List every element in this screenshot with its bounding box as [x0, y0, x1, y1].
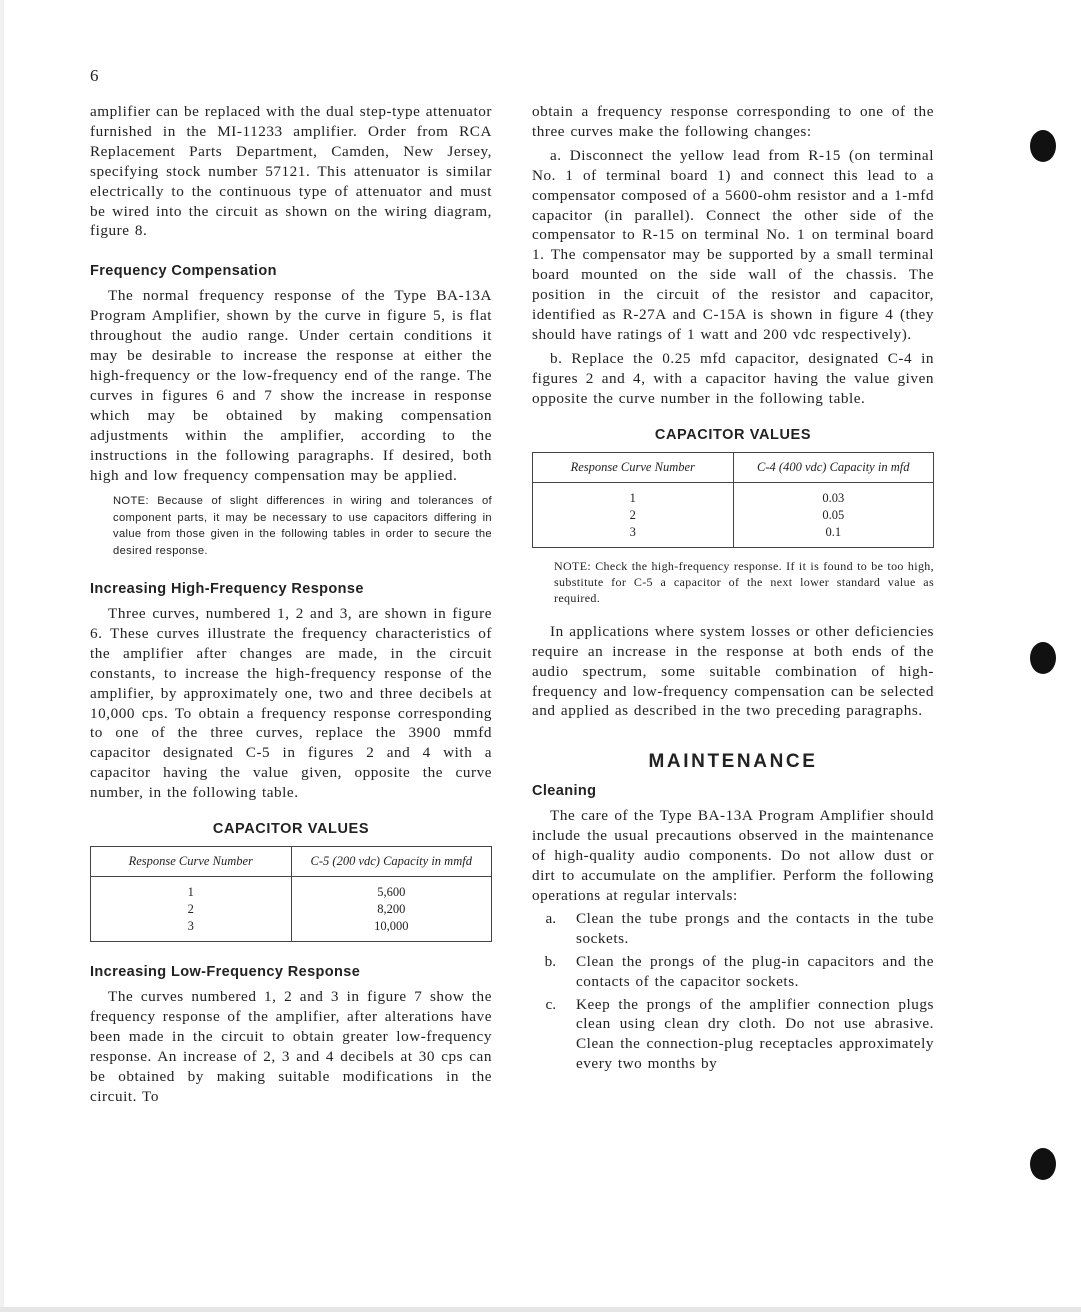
list-label: c. — [545, 995, 556, 1013]
capacitor-table-c4 — [532, 452, 934, 548]
capacitor-table-c5 — [90, 846, 492, 942]
list-text: Clean the prongs of the plug-in capacitors and the contacts of the capacitor sockets. — [576, 952, 934, 990]
list-item — [532, 995, 934, 1075]
list-label: a. — [545, 909, 556, 927]
curve-cell: 3 — [533, 524, 734, 548]
curve-cell: 1 — [91, 877, 292, 902]
curve-cell: 2 — [533, 507, 734, 524]
list-text: Keep the prongs of the amplifier connection plugs clean using clean dry cloth. Do not use abrasive. Clean the connection-plug receptacles approximately every two months by — [576, 995, 934, 1073]
list-label: b. — [544, 952, 556, 970]
low-frequency-heading: Increasing Low-Frequency Response — [90, 964, 361, 981]
table-title: CAPACITOR VALUES — [654, 426, 812, 443]
value-cell: 5,600 — [291, 877, 492, 902]
curve-cell: 2 — [91, 901, 292, 918]
high-frequency-heading: Increasing High-Frequency Response — [90, 581, 364, 598]
list-item — [532, 909, 934, 949]
right-column — [532, 102, 934, 1074]
table-row — [91, 918, 492, 942]
column-header: Response Curve Number — [533, 452, 734, 482]
table-title: CAPACITOR VALUES — [212, 821, 370, 838]
intro-paragraph: amplifier can be replaced with the dual step-type attenuator furnished in the MI-11233 amplifier. Order from RCA Replacement Parts Department, Camden, New Jersey, specifying stock number 57121. This attenuator is similar electrically to the continuous type of attenuator and must be wired into the circuit as shown on the wiring diagram, figure 8. — [90, 103, 492, 240]
value-cell: 0.1 — [733, 524, 934, 548]
column-header: Response Curve Number — [91, 847, 292, 877]
cleaning-list — [532, 909, 934, 1074]
cleaning-body: The care of the Type BA-13A Program Amplifier should include the usual precautions observed in the maintenance of high-quality audio components. Do not allow dust or dirt to accumulate on the amplifier. Perform the following operations at regular intervals: — [532, 807, 934, 904]
list-item — [532, 952, 934, 992]
frequency-compensation-body: The normal frequency response of the Type BA-13A Program Amplifier, shown by the curve in figure 5, is flat throughout the audio range. Under certain conditions it may be desirable to increase the response at either the high-frequency or the low-frequency end of the range. The curves in figures 6 and 7 show the increase in response which may be obtained by making compensation adjustments within the amplifier, according to the instructions in the following paragraphs. If desired, both high and low frequency compensation may be applied. — [90, 287, 492, 484]
binder-hole-icon — [1030, 1148, 1056, 1180]
high-frequency-note: NOTE: Check the high-frequency response. If it is found to be too high, substitute for C-5 a capacitor of the next lower standard value as required. — [554, 558, 934, 606]
column-header: C-5 (200 vdc) Capacity in mmfd — [291, 847, 492, 877]
left-column — [90, 102, 492, 1107]
value-cell: 10,000 — [291, 918, 492, 942]
value-cell: 0.05 — [733, 507, 934, 524]
step-b: b. Replace the 0.25 mfd capacitor, designated C-4 in figures 2 and 4, with a capacitor having the value given opposite the curve number in the following table. — [532, 349, 934, 407]
table-row — [91, 901, 492, 918]
scan-bottom-edge — [0, 1307, 1081, 1312]
table-row — [533, 482, 934, 507]
curve-cell: 3 — [91, 918, 292, 942]
table-row — [91, 877, 492, 902]
value-cell: 8,200 — [291, 901, 492, 918]
list-text: Clean the tube prongs and the contacts in the tube sockets. — [576, 909, 934, 947]
step-a: a. Disconnect the yellow lead from R-15 (on terminal No. 1 of terminal board 1) and connect this lead to a compensator composed of a 5600-ohm resistor and a 1-mfd capacitor (in parallel). Connect the other side of the compensator to R-15 on terminal No. 1 on terminal board 1. The compensator may be supported by a small terminal board mounted on the side wall of the chassis. The position in the circuit of the resistor and capacitor, identified as R-27A and C-15A is shown in figure 4 (they should have ratings of 1 watt and 200 vdc respectively). — [532, 146, 934, 343]
curve-cell: 1 — [533, 482, 734, 507]
value-cell: 0.03 — [733, 482, 934, 507]
table-row — [533, 524, 934, 548]
table-row — [533, 507, 934, 524]
low-frequency-body: The curves numbered 1, 2 and 3 in figure 7 show the frequency response of the amplifier, after alterations have been made in the circuit to obtain greater low-frequency response. An increase of 2, 3 and 4 decibels at 30 cps can be obtained by making suitable modifications in the circuit. To — [90, 988, 492, 1105]
tolerance-note: NOTE: Because of slight differences in wiring and tolerances of component parts, it may be necessary to use capacitors differing in value from those given in the following tables in order to secure the desired response. — [113, 495, 492, 557]
column-header: C-4 (400 vdc) Capacity in mfd — [733, 452, 934, 482]
high-frequency-body: Three curves, numbered 1, 2 and 3, are shown in figure 6. These curves illustrate the frequency characteristics of the amplifier after changes are made, in the circuit constants, to increase the high-frequency response of the amplifier, by approximately one, two and three decibels at 10,000 cps. To obtain a frequency response corresponding to one of the three curves, replace the 3900 mmfd capacitor designated C-5 in figures 2 and 4 with a capacitor having the value given, opposite the curve number, in the following table. — [90, 605, 492, 802]
right-intro-paragraph: obtain a frequency response corresponding to one of the three curves make the following changes: — [532, 103, 934, 140]
applications-paragraph: In applications where system losses or other deficiencies require an increase in the response at both ends of the audio spectrum, some suitable combination of high-frequency and low-frequency compensation can be selected and applied as described in the two preceding paragraphs. — [532, 622, 934, 720]
scan-edge — [0, 0, 4, 1312]
binder-hole-icon — [1030, 642, 1056, 674]
binder-hole-icon — [1030, 130, 1056, 162]
page-number: 6 — [90, 66, 99, 85]
maintenance-title: MAINTENANCE — [648, 751, 818, 773]
frequency-compensation-heading: Frequency Compensation — [90, 263, 277, 280]
cleaning-heading: Cleaning — [532, 783, 597, 800]
